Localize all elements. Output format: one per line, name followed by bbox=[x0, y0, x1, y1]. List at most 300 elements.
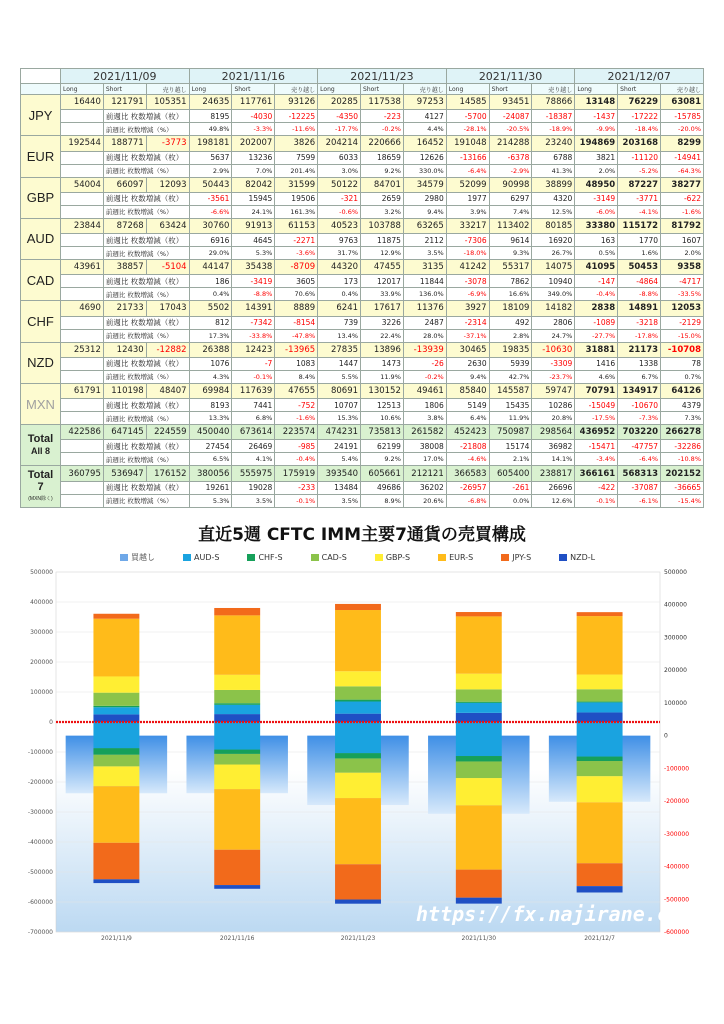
position-value: 69984 bbox=[189, 383, 232, 398]
y2-tick-label: 300000 bbox=[664, 634, 687, 642]
change-value: -0.2% bbox=[361, 123, 404, 136]
change-value: -4.1% bbox=[618, 205, 661, 218]
change-value: 9.4% bbox=[446, 370, 489, 383]
position-value: 192544 bbox=[61, 136, 104, 151]
position-value: 134917 bbox=[618, 383, 661, 398]
empty-cell bbox=[61, 357, 104, 370]
position-value: 13896 bbox=[361, 342, 404, 357]
change-value: 812 bbox=[189, 316, 232, 329]
position-value: 38899 bbox=[532, 177, 575, 192]
change-value: -2271 bbox=[275, 234, 318, 247]
position-value: 66097 bbox=[103, 177, 146, 192]
legend-label: EUR-S bbox=[449, 553, 474, 562]
change-value: -15785 bbox=[661, 110, 704, 123]
change-value: -6.4% bbox=[446, 164, 489, 177]
change-count-row bbox=[21, 110, 704, 123]
change-value: -33.8% bbox=[232, 329, 275, 342]
short-bar-segment bbox=[577, 722, 623, 757]
change-value: 1.6% bbox=[618, 247, 661, 260]
long-bar-segment bbox=[456, 713, 502, 722]
currency-label bbox=[21, 260, 61, 301]
change-value: 186 bbox=[189, 275, 232, 288]
change-value: 10707 bbox=[318, 399, 361, 412]
empty-cell bbox=[61, 440, 104, 453]
empty-cell bbox=[61, 370, 104, 383]
short-bar-segment bbox=[335, 864, 381, 899]
row-label: 前週比 枚数増減（%） bbox=[103, 412, 189, 425]
corner-cell bbox=[21, 69, 61, 84]
change-pct-row bbox=[21, 453, 704, 466]
row-label: 前週比 枚数増減（%） bbox=[103, 288, 189, 301]
change-value: 136.0% bbox=[403, 288, 446, 301]
change-value: 5.3% bbox=[232, 247, 275, 260]
position-value: 81792 bbox=[661, 218, 704, 233]
short-bar-segment bbox=[577, 863, 623, 886]
change-value: 38008 bbox=[403, 440, 446, 453]
short-bar-segment bbox=[93, 766, 139, 786]
y-tick-label: 200000 bbox=[30, 659, 53, 666]
change-value: -13166 bbox=[446, 151, 489, 164]
change-value: 42.7% bbox=[489, 370, 532, 383]
position-value: 436952 bbox=[575, 425, 618, 440]
change-value: 7862 bbox=[489, 275, 532, 288]
change-value: 4.6% bbox=[575, 370, 618, 383]
position-value: 117761 bbox=[232, 95, 275, 110]
change-value: -422 bbox=[575, 481, 618, 494]
sub-header-short: Short bbox=[232, 84, 275, 95]
currency-name: JPY bbox=[28, 107, 53, 123]
currency-row bbox=[21, 136, 704, 151]
change-value: -18.9% bbox=[532, 123, 575, 136]
y2-tick-label: 400000 bbox=[664, 601, 687, 609]
sub-header-short: Short bbox=[618, 84, 661, 95]
position-value: 8889 bbox=[275, 301, 318, 316]
short-bar-segment bbox=[93, 722, 139, 748]
short-bar-segment bbox=[577, 757, 623, 761]
change-value: 8.4% bbox=[275, 370, 318, 383]
change-value: 1338 bbox=[618, 357, 661, 370]
change-value: 19506 bbox=[275, 192, 318, 205]
change-count-row bbox=[21, 234, 704, 247]
empty-cell bbox=[61, 151, 104, 164]
change-value: 1770 bbox=[618, 234, 661, 247]
long-bar-segment bbox=[577, 675, 623, 690]
change-value: -5700 bbox=[446, 110, 489, 123]
empty-cell bbox=[61, 247, 104, 260]
change-value: 17.3% bbox=[189, 329, 232, 342]
sub-header-short: Short bbox=[489, 84, 532, 95]
row-label: 前週比 枚数増減（枚） bbox=[103, 110, 189, 123]
position-value: 47655 bbox=[275, 383, 318, 398]
position-value: 63424 bbox=[146, 218, 189, 233]
long-bar-segment bbox=[456, 612, 502, 616]
change-value: 0.0% bbox=[489, 494, 532, 507]
change-value: -7306 bbox=[446, 234, 489, 247]
position-value: 26388 bbox=[189, 342, 232, 357]
change-value: 7441 bbox=[232, 399, 275, 412]
position-value: 703220 bbox=[618, 425, 661, 440]
short-bar-segment bbox=[456, 761, 502, 778]
long-bar-segment bbox=[456, 689, 502, 701]
change-value: 4379 bbox=[661, 399, 704, 412]
row-label: 前週比 枚数増減（%） bbox=[103, 205, 189, 218]
week-header-row bbox=[21, 69, 704, 84]
change-value: 14.1% bbox=[532, 453, 575, 466]
change-value: -223 bbox=[361, 110, 404, 123]
change-value: 4.1% bbox=[232, 453, 275, 466]
change-value: 173 bbox=[318, 275, 361, 288]
position-value: 121791 bbox=[103, 95, 146, 110]
change-value: 11875 bbox=[361, 234, 404, 247]
long-bar-segment bbox=[93, 693, 139, 706]
change-value: 20.6% bbox=[403, 494, 446, 507]
position-value: 105351 bbox=[146, 95, 189, 110]
position-value: 735813 bbox=[361, 425, 404, 440]
position-value: 750987 bbox=[489, 425, 532, 440]
change-value: 7.0% bbox=[232, 164, 275, 177]
y2-tick-label: 100000 bbox=[664, 699, 687, 707]
position-value: 130152 bbox=[361, 383, 404, 398]
change-value: -8154 bbox=[275, 316, 318, 329]
change-value: 2.0% bbox=[575, 164, 618, 177]
y-tick-label: 300000 bbox=[30, 629, 53, 636]
change-count-row bbox=[21, 399, 704, 412]
change-value: 31.7% bbox=[318, 247, 361, 260]
change-value: 5637 bbox=[189, 151, 232, 164]
position-value: 14182 bbox=[532, 301, 575, 316]
change-value: 0.7% bbox=[661, 370, 704, 383]
y-tick-label: -700000 bbox=[27, 929, 53, 936]
change-value: -6378 bbox=[489, 151, 532, 164]
short-bar-segment bbox=[335, 753, 381, 758]
position-value: -13965 bbox=[275, 342, 318, 357]
change-value: 78 bbox=[661, 357, 704, 370]
position-value: -8709 bbox=[275, 260, 318, 275]
change-value: -17222 bbox=[618, 110, 661, 123]
position-value: 84701 bbox=[361, 177, 404, 192]
change-value: 9.2% bbox=[361, 453, 404, 466]
position-value: 50443 bbox=[189, 177, 232, 192]
position-value: 50453 bbox=[618, 260, 661, 275]
change-value: 5149 bbox=[446, 399, 489, 412]
position-value: 14891 bbox=[618, 301, 661, 316]
change-value: 11.9% bbox=[489, 412, 532, 425]
change-value: 8.9% bbox=[361, 494, 404, 507]
change-value: 8193 bbox=[189, 399, 232, 412]
short-bar-segment bbox=[214, 789, 260, 850]
change-value: -4350 bbox=[318, 110, 361, 123]
change-value: -32286 bbox=[661, 440, 704, 453]
change-value: 0.4% bbox=[318, 288, 361, 301]
sub-header-net: 売り越し bbox=[275, 84, 318, 95]
change-value: -6.9% bbox=[446, 288, 489, 301]
position-value: 16452 bbox=[403, 136, 446, 151]
legend-label: CHF-S bbox=[258, 553, 283, 562]
short-bar-segment bbox=[93, 843, 139, 880]
position-value: 76229 bbox=[618, 95, 661, 110]
change-value: 26469 bbox=[232, 440, 275, 453]
change-value: -3218 bbox=[618, 316, 661, 329]
position-value: 30465 bbox=[446, 342, 489, 357]
row-label: 前週比 枚数増減（枚） bbox=[103, 316, 189, 329]
position-value: 103788 bbox=[361, 218, 404, 233]
position-value: 40523 bbox=[318, 218, 361, 233]
long-bar-segment bbox=[577, 612, 623, 616]
currency-row bbox=[21, 383, 704, 398]
position-value: 21173 bbox=[618, 342, 661, 357]
position-value: 203168 bbox=[618, 136, 661, 151]
long-bar-segment bbox=[214, 615, 260, 674]
change-value: 16920 bbox=[532, 234, 575, 247]
change-value: -321 bbox=[318, 192, 361, 205]
position-value: 97253 bbox=[403, 95, 446, 110]
currency-row bbox=[21, 466, 704, 481]
position-value: 48407 bbox=[146, 383, 189, 398]
position-value: 220666 bbox=[361, 136, 404, 151]
change-value: 6.8% bbox=[232, 412, 275, 425]
change-value: 6033 bbox=[318, 151, 361, 164]
position-value: 14391 bbox=[232, 301, 275, 316]
change-value: 5.3% bbox=[189, 494, 232, 507]
change-count-row bbox=[21, 357, 704, 370]
change-pct-row bbox=[21, 247, 704, 260]
change-value: 15.3% bbox=[318, 412, 361, 425]
chart-area bbox=[20, 512, 704, 944]
empty-cell bbox=[61, 412, 104, 425]
change-value: 10.6% bbox=[361, 412, 404, 425]
position-value: 12423 bbox=[232, 342, 275, 357]
change-pct-row bbox=[21, 412, 704, 425]
change-value: 62199 bbox=[361, 440, 404, 453]
change-value: 492 bbox=[489, 316, 532, 329]
position-value: 25312 bbox=[61, 342, 104, 357]
position-value: 38277 bbox=[661, 177, 704, 192]
change-value: -15.0% bbox=[661, 329, 704, 342]
position-value: 93451 bbox=[489, 95, 532, 110]
change-value: -64.3% bbox=[661, 164, 704, 177]
change-value: -752 bbox=[275, 399, 318, 412]
change-value: 3.2% bbox=[361, 205, 404, 218]
sub-header-net: 売り越し bbox=[532, 84, 575, 95]
change-value: 12513 bbox=[361, 399, 404, 412]
change-value: -3078 bbox=[446, 275, 489, 288]
position-value: -10630 bbox=[532, 342, 575, 357]
short-bar-segment bbox=[577, 776, 623, 802]
row-label: 前週比 枚数増減（枚） bbox=[103, 399, 189, 412]
position-value: 23240 bbox=[532, 136, 575, 151]
position-value: 13148 bbox=[575, 95, 618, 110]
currency-name: NZD bbox=[27, 355, 54, 371]
change-value: -4864 bbox=[618, 275, 661, 288]
row-label: 前週比 枚数増減（%） bbox=[103, 164, 189, 177]
position-value: 80691 bbox=[318, 383, 361, 398]
change-value: -18.4% bbox=[618, 123, 661, 136]
change-value: -1.6% bbox=[275, 412, 318, 425]
position-value: 202152 bbox=[661, 466, 704, 481]
position-value: 50122 bbox=[318, 177, 361, 192]
change-value: 4.3% bbox=[189, 370, 232, 383]
position-value: 44320 bbox=[318, 260, 361, 275]
change-value: 6297 bbox=[489, 192, 532, 205]
long-bar-segment bbox=[93, 714, 139, 722]
change-count-row bbox=[21, 440, 704, 453]
empty-cell bbox=[61, 399, 104, 412]
change-value: -17.5% bbox=[575, 412, 618, 425]
position-value: 202007 bbox=[232, 136, 275, 151]
position-value: 605400 bbox=[489, 466, 532, 481]
position-value: 43961 bbox=[61, 260, 104, 275]
long-bar-segment bbox=[577, 702, 623, 712]
currency-row bbox=[21, 301, 704, 316]
position-value: 223574 bbox=[275, 425, 318, 440]
row-label: 前週比 枚数増減（枚） bbox=[103, 481, 189, 494]
y2-tick-label: -500000 bbox=[664, 896, 690, 904]
position-value: 78866 bbox=[532, 95, 575, 110]
position-value: 17617 bbox=[361, 301, 404, 316]
change-value: 4645 bbox=[232, 234, 275, 247]
change-value: 1607 bbox=[661, 234, 704, 247]
short-bar-segment bbox=[93, 748, 139, 755]
position-value: 64126 bbox=[661, 383, 704, 398]
position-value: -10708 bbox=[661, 342, 704, 357]
position-value: 21733 bbox=[103, 301, 146, 316]
empty-cell bbox=[61, 234, 104, 247]
watermark: https://fx.najirane.com bbox=[416, 902, 693, 926]
change-value: 15945 bbox=[232, 192, 275, 205]
change-value: 36202 bbox=[403, 481, 446, 494]
position-value: 380056 bbox=[189, 466, 232, 481]
legend-label: CAD-S bbox=[321, 553, 347, 562]
position-value: 647145 bbox=[103, 425, 146, 440]
change-value: -2129 bbox=[661, 316, 704, 329]
position-value: 14585 bbox=[446, 95, 489, 110]
y-tick-label: -400000 bbox=[27, 839, 53, 846]
change-value: -147 bbox=[575, 275, 618, 288]
week-header: 2021/11/30 bbox=[446, 69, 575, 84]
short-bar-segment bbox=[214, 765, 260, 790]
short-bar-segment bbox=[456, 722, 502, 756]
change-value: 9.2% bbox=[361, 164, 404, 177]
position-value: 261582 bbox=[403, 425, 446, 440]
change-value: 22.4% bbox=[361, 329, 404, 342]
change-value: -23.7% bbox=[532, 370, 575, 383]
change-value: 18659 bbox=[361, 151, 404, 164]
change-value: -18.0% bbox=[446, 247, 489, 260]
change-value: -0.4% bbox=[275, 453, 318, 466]
change-value: 739 bbox=[318, 316, 361, 329]
position-value: 117639 bbox=[232, 383, 275, 398]
change-pct-row bbox=[21, 494, 704, 507]
position-value: 204214 bbox=[318, 136, 361, 151]
change-value: -4030 bbox=[232, 110, 275, 123]
currency-label bbox=[21, 466, 61, 508]
legend-label: NZD-L bbox=[570, 553, 596, 562]
change-value: 0.5% bbox=[575, 247, 618, 260]
change-value: -4.6% bbox=[446, 453, 489, 466]
change-value: 11.9% bbox=[361, 370, 404, 383]
change-value: 49686 bbox=[361, 481, 404, 494]
position-value: 194869 bbox=[575, 136, 618, 151]
change-value: 3.5% bbox=[403, 247, 446, 260]
position-value: 14075 bbox=[532, 260, 575, 275]
currency-name: EUR bbox=[26, 148, 55, 164]
currency-name: GBP bbox=[26, 190, 55, 206]
position-value: 555975 bbox=[232, 466, 275, 481]
y-tick-label: 500000 bbox=[30, 569, 53, 576]
position-value: 5502 bbox=[189, 301, 232, 316]
legend-label: 買越し bbox=[131, 553, 155, 562]
change-value: 12.6% bbox=[532, 494, 575, 507]
empty-cell bbox=[61, 329, 104, 342]
short-bar-segment bbox=[93, 786, 139, 843]
change-value: -0.1% bbox=[275, 494, 318, 507]
position-value: 3135 bbox=[403, 260, 446, 275]
change-pct-row bbox=[21, 370, 704, 383]
position-value: 145587 bbox=[489, 383, 532, 398]
change-value: 6.5% bbox=[189, 453, 232, 466]
change-value: -24087 bbox=[489, 110, 532, 123]
x-tick-label: 2021/11/30 bbox=[461, 935, 497, 942]
change-value: 70.6% bbox=[275, 288, 318, 301]
change-value: 8195 bbox=[189, 110, 232, 123]
currency-row bbox=[21, 95, 704, 110]
position-value: 393540 bbox=[318, 466, 361, 481]
change-value: 7599 bbox=[275, 151, 318, 164]
change-value: 29.0% bbox=[189, 247, 232, 260]
change-value: 12.5% bbox=[532, 205, 575, 218]
change-value: -7342 bbox=[232, 316, 275, 329]
change-value: 13484 bbox=[318, 481, 361, 494]
position-value: 117538 bbox=[361, 95, 404, 110]
change-value: 1083 bbox=[275, 357, 318, 370]
change-value: -18387 bbox=[532, 110, 575, 123]
long-bar-segment bbox=[214, 675, 260, 690]
short-bar-segment bbox=[456, 756, 502, 761]
long-bar-segment bbox=[577, 616, 623, 674]
position-value: 85840 bbox=[446, 383, 489, 398]
change-value: 41.3% bbox=[532, 164, 575, 177]
empty-cell bbox=[61, 123, 104, 136]
position-value: 366161 bbox=[575, 466, 618, 481]
change-value: -37087 bbox=[618, 481, 661, 494]
sub-header-short: Short bbox=[361, 84, 404, 95]
currency-row bbox=[21, 425, 704, 440]
long-bar-segment bbox=[93, 614, 139, 619]
long-bar-segment bbox=[214, 608, 260, 615]
currency-label bbox=[21, 177, 61, 218]
sub-header-short: Short bbox=[103, 84, 146, 95]
change-value: -37.1% bbox=[446, 329, 489, 342]
change-value: 13.4% bbox=[318, 329, 361, 342]
change-value: 161.3% bbox=[275, 205, 318, 218]
position-value: 30760 bbox=[189, 218, 232, 233]
change-count-row bbox=[21, 275, 704, 288]
change-value: -15.4% bbox=[661, 494, 704, 507]
position-value: 59747 bbox=[532, 383, 575, 398]
change-value: -11120 bbox=[618, 151, 661, 164]
currency-subname: All 8 bbox=[30, 446, 50, 457]
change-value: -6.6% bbox=[189, 205, 232, 218]
row-label: 前週比 枚数増減（%） bbox=[103, 329, 189, 342]
change-value: -6.4% bbox=[618, 453, 661, 466]
y2-tick-label: 500000 bbox=[664, 569, 687, 576]
change-value: -6.0% bbox=[575, 205, 618, 218]
change-value: 13236 bbox=[232, 151, 275, 164]
change-value: -985 bbox=[275, 440, 318, 453]
position-value: 188771 bbox=[103, 136, 146, 151]
change-value: 17.0% bbox=[403, 453, 446, 466]
change-value: 201.4% bbox=[275, 164, 318, 177]
